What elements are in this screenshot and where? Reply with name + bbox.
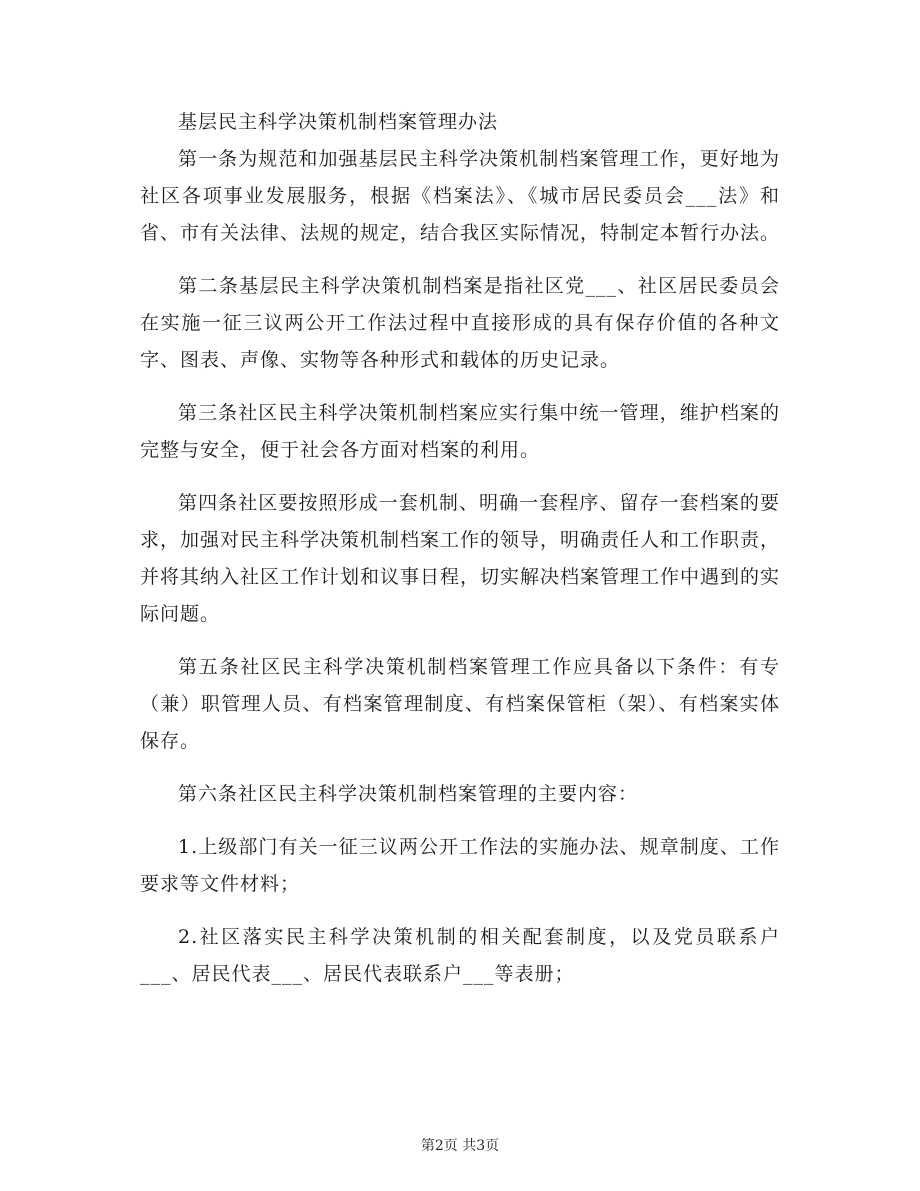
- list-item-2: 2.社区落实民主科学决策机制的相关配套制度，以及党员联系户___、居民代表___、居民代表联系户___等表册；: [140, 926, 780, 985]
- page-number-footer: 第2页 共3页: [420, 1138, 500, 1154]
- paragraph-article-3: 第三条社区民主科学决策机制档案应实行集中统一管理，维护档案的完整与安全，便于社会各方面对档案的利用。: [140, 402, 780, 461]
- paragraph-article-5: 第五条社区民主科学决策机制档案管理工作应具备以下条件：有专（兼）职管理人员、有档案管理制度、有档案保管柜（架）、有档案实体保存。: [140, 656, 780, 752]
- list-item-1: 1.上级部门有关一征三议两公开工作法的实施办法、规章制度、工作要求等文件材料；: [140, 836, 780, 895]
- paragraph-article-4: 第四条社区要按照形成一套机制、明确一套程序、留存一套档案的要求，加强对民主科学决策机制档案工作的领导，明确责任人和工作职责，并将其纳入社区工作计划和议事日程，切实解决档案管理工作中遇到的实际问题。: [140, 492, 781, 625]
- paragraph-article-1: 第一条为规范和加强基层民主科学决策机制档案管理工作，更好地为社区各项事业发展服务，根据《档案法》、《城市居民委员会___法》和省、市有关法律、法规的规定，结合我区实际情况，特制定本暂行办法。: [140, 148, 781, 244]
- paragraph-article-6: 第六条社区民主科学决策机制档案管理的主要内容：: [178, 783, 639, 805]
- paragraph-article-2: 第二条基层民主科学决策机制档案是指社区党___、社区居民委员会在实施一征三议两公开工作法过程中直接形成的具有保存价值的各种文字、图表、声像、实物等各种形式和载体的历史记录。: [140, 275, 780, 371]
- document-title: 基层民主科学决策机制档案管理办法: [178, 111, 499, 133]
- document-body: [140, 104, 780, 1009]
